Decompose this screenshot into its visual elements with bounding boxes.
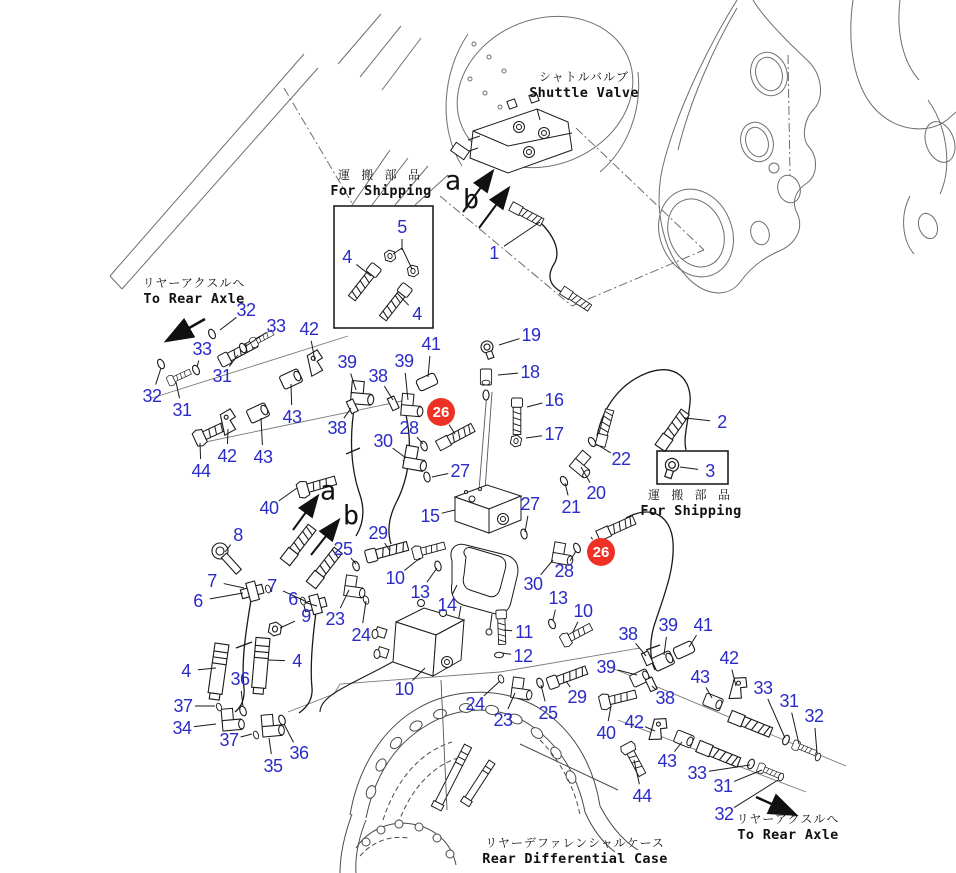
label-for-shipping-top-jp: 運 搬 部 品 <box>337 168 425 182</box>
callout-7[interactable]: 7 <box>267 576 277 596</box>
callout-10[interactable]: 10 <box>385 568 405 588</box>
callout-20[interactable]: 20 <box>586 483 606 503</box>
label-to-rear-axle-left <box>143 274 246 307</box>
callout-17[interactable]: 17 <box>544 424 564 444</box>
callout-41[interactable]: 41 <box>421 334 441 354</box>
callout-36[interactable]: 36 <box>289 743 309 763</box>
callout-12[interactable]: 12 <box>513 646 533 666</box>
callout-42[interactable]: 42 <box>719 648 739 668</box>
callout-32[interactable]: 32 <box>804 706 824 726</box>
port-letter-b: b <box>462 184 480 216</box>
label-rear-differential-case-en: Rear Differential Case <box>482 851 668 867</box>
callout-8[interactable]: 8 <box>233 525 243 545</box>
callout-28[interactable]: 28 <box>554 561 574 581</box>
port-letter-a: a <box>319 475 337 507</box>
callout-43[interactable]: 43 <box>253 447 273 467</box>
callout-27[interactable]: 27 <box>520 494 540 514</box>
label-rear-differential-case <box>482 834 667 867</box>
callout-24[interactable]: 24 <box>465 694 485 714</box>
badge-26[interactable]: 26 <box>427 398 455 426</box>
callout-38[interactable]: 38 <box>327 418 347 438</box>
callout-13[interactable]: 13 <box>548 588 568 608</box>
port-letter-a: a <box>444 165 462 197</box>
callout-42[interactable]: 42 <box>299 319 319 339</box>
callout-7[interactable]: 7 <box>207 571 217 591</box>
callout-39[interactable]: 39 <box>394 351 414 371</box>
callout-10[interactable]: 10 <box>394 679 414 699</box>
callout-31[interactable]: 31 <box>212 366 232 386</box>
callout-22[interactable]: 22 <box>611 449 631 469</box>
callout-4[interactable]: 4 <box>412 304 422 324</box>
callout-37[interactable]: 37 <box>219 730 239 750</box>
callout-42[interactable]: 42 <box>217 446 237 466</box>
label-for-shipping-top-en: For Shipping <box>330 183 432 199</box>
label-for-shipping-right-jp: 運 搬 部 品 <box>647 488 735 502</box>
callout-2[interactable]: 2 <box>717 412 727 432</box>
callout-30[interactable]: 30 <box>373 431 393 451</box>
callout-42[interactable]: 42 <box>624 712 644 732</box>
callout-38[interactable]: 38 <box>368 366 388 386</box>
label-to-rear-axle-right <box>737 810 840 843</box>
label-for-shipping-right-en: For Shipping <box>640 503 742 519</box>
callout-44[interactable]: 44 <box>632 786 652 806</box>
callout-33[interactable]: 33 <box>753 678 773 698</box>
label-for-shipping-top <box>330 166 431 199</box>
callout-32[interactable]: 32 <box>142 386 162 406</box>
callout-41[interactable]: 41 <box>693 615 713 635</box>
callout-31[interactable]: 31 <box>172 400 192 420</box>
callout-33[interactable]: 33 <box>266 316 286 336</box>
callout-32[interactable]: 32 <box>236 300 256 320</box>
callout-23[interactable]: 23 <box>493 710 513 730</box>
label-shuttle-valve-jp: シャトルバルブ <box>539 70 629 84</box>
callout-21[interactable]: 21 <box>561 497 581 517</box>
label-to-rear-axle-right-en: To Rear Axle <box>737 827 839 843</box>
callout-37[interactable]: 37 <box>173 696 193 716</box>
callout-11[interactable]: 11 <box>515 622 533 642</box>
callout-25[interactable]: 25 <box>333 539 353 559</box>
callout-43[interactable]: 43 <box>690 667 710 687</box>
callout-43[interactable]: 43 <box>282 407 302 427</box>
callout-19[interactable]: 19 <box>521 325 541 345</box>
callout-4[interactable]: 4 <box>292 651 302 671</box>
callout-39[interactable]: 39 <box>337 352 357 372</box>
label-to-rear-axle-left-jp: リヤーアクスルへ <box>142 276 246 290</box>
callout-40[interactable]: 40 <box>596 723 616 743</box>
callout-30[interactable]: 30 <box>523 574 543 594</box>
callout-33[interactable]: 33 <box>192 339 212 359</box>
port-letter-b: b <box>342 500 360 532</box>
callout-36[interactable]: 36 <box>230 669 250 689</box>
callout-6[interactable]: 6 <box>288 589 298 609</box>
callout-39[interactable]: 39 <box>596 657 616 677</box>
callout-28[interactable]: 28 <box>399 418 419 438</box>
callout-43[interactable]: 43 <box>657 751 677 771</box>
callout-38[interactable]: 38 <box>618 624 638 644</box>
callout-35[interactable]: 35 <box>263 756 283 776</box>
callout-25[interactable]: 25 <box>538 703 558 723</box>
callout-10[interactable]: 10 <box>573 601 593 621</box>
callout-24[interactable]: 24 <box>351 625 371 645</box>
callout-6[interactable]: 6 <box>193 591 203 611</box>
callout-23[interactable]: 23 <box>325 609 345 629</box>
label-to-rear-axle-right-jp: リヤーアクスルへ <box>736 812 840 826</box>
callout-14[interactable]: 14 <box>437 595 457 615</box>
callout-1[interactable]: 1 <box>489 243 499 263</box>
label-shuttle-valve-en: Shuttle Valve <box>529 85 639 101</box>
callout-18[interactable]: 18 <box>520 362 540 382</box>
callout-15[interactable]: 15 <box>420 506 440 526</box>
callout-4[interactable]: 4 <box>342 247 352 267</box>
label-rear-differential-case-jp: リヤーデファレンシャルケース <box>485 836 665 850</box>
callout-33[interactable]: 33 <box>687 763 707 783</box>
label-shuttle-valve <box>529 68 639 101</box>
callout-31[interactable]: 31 <box>779 691 799 711</box>
callout-4[interactable]: 4 <box>181 661 191 681</box>
callout-5[interactable]: 5 <box>397 217 407 237</box>
label-to-rear-axle-left-en: To Rear Axle <box>143 291 245 307</box>
callout-34[interactable]: 34 <box>172 718 192 738</box>
callout-27[interactable]: 27 <box>450 461 470 481</box>
callout-31[interactable]: 31 <box>713 776 733 796</box>
callout-3[interactable]: 3 <box>705 461 715 481</box>
callout-9[interactable]: 9 <box>301 606 311 626</box>
callout-39[interactable]: 39 <box>658 615 678 635</box>
callout-13[interactable]: 13 <box>410 582 430 602</box>
callout-16[interactable]: 16 <box>544 390 564 410</box>
callout-29[interactable]: 29 <box>368 523 388 543</box>
label-for-shipping-right <box>640 486 741 519</box>
callout-40[interactable]: 40 <box>259 498 279 518</box>
badge-26[interactable]: 26 <box>587 538 615 566</box>
callout-29[interactable]: 29 <box>567 687 587 707</box>
callout-38[interactable]: 38 <box>655 688 675 708</box>
callout-44[interactable]: 44 <box>191 461 211 481</box>
callout-32[interactable]: 32 <box>714 804 734 824</box>
